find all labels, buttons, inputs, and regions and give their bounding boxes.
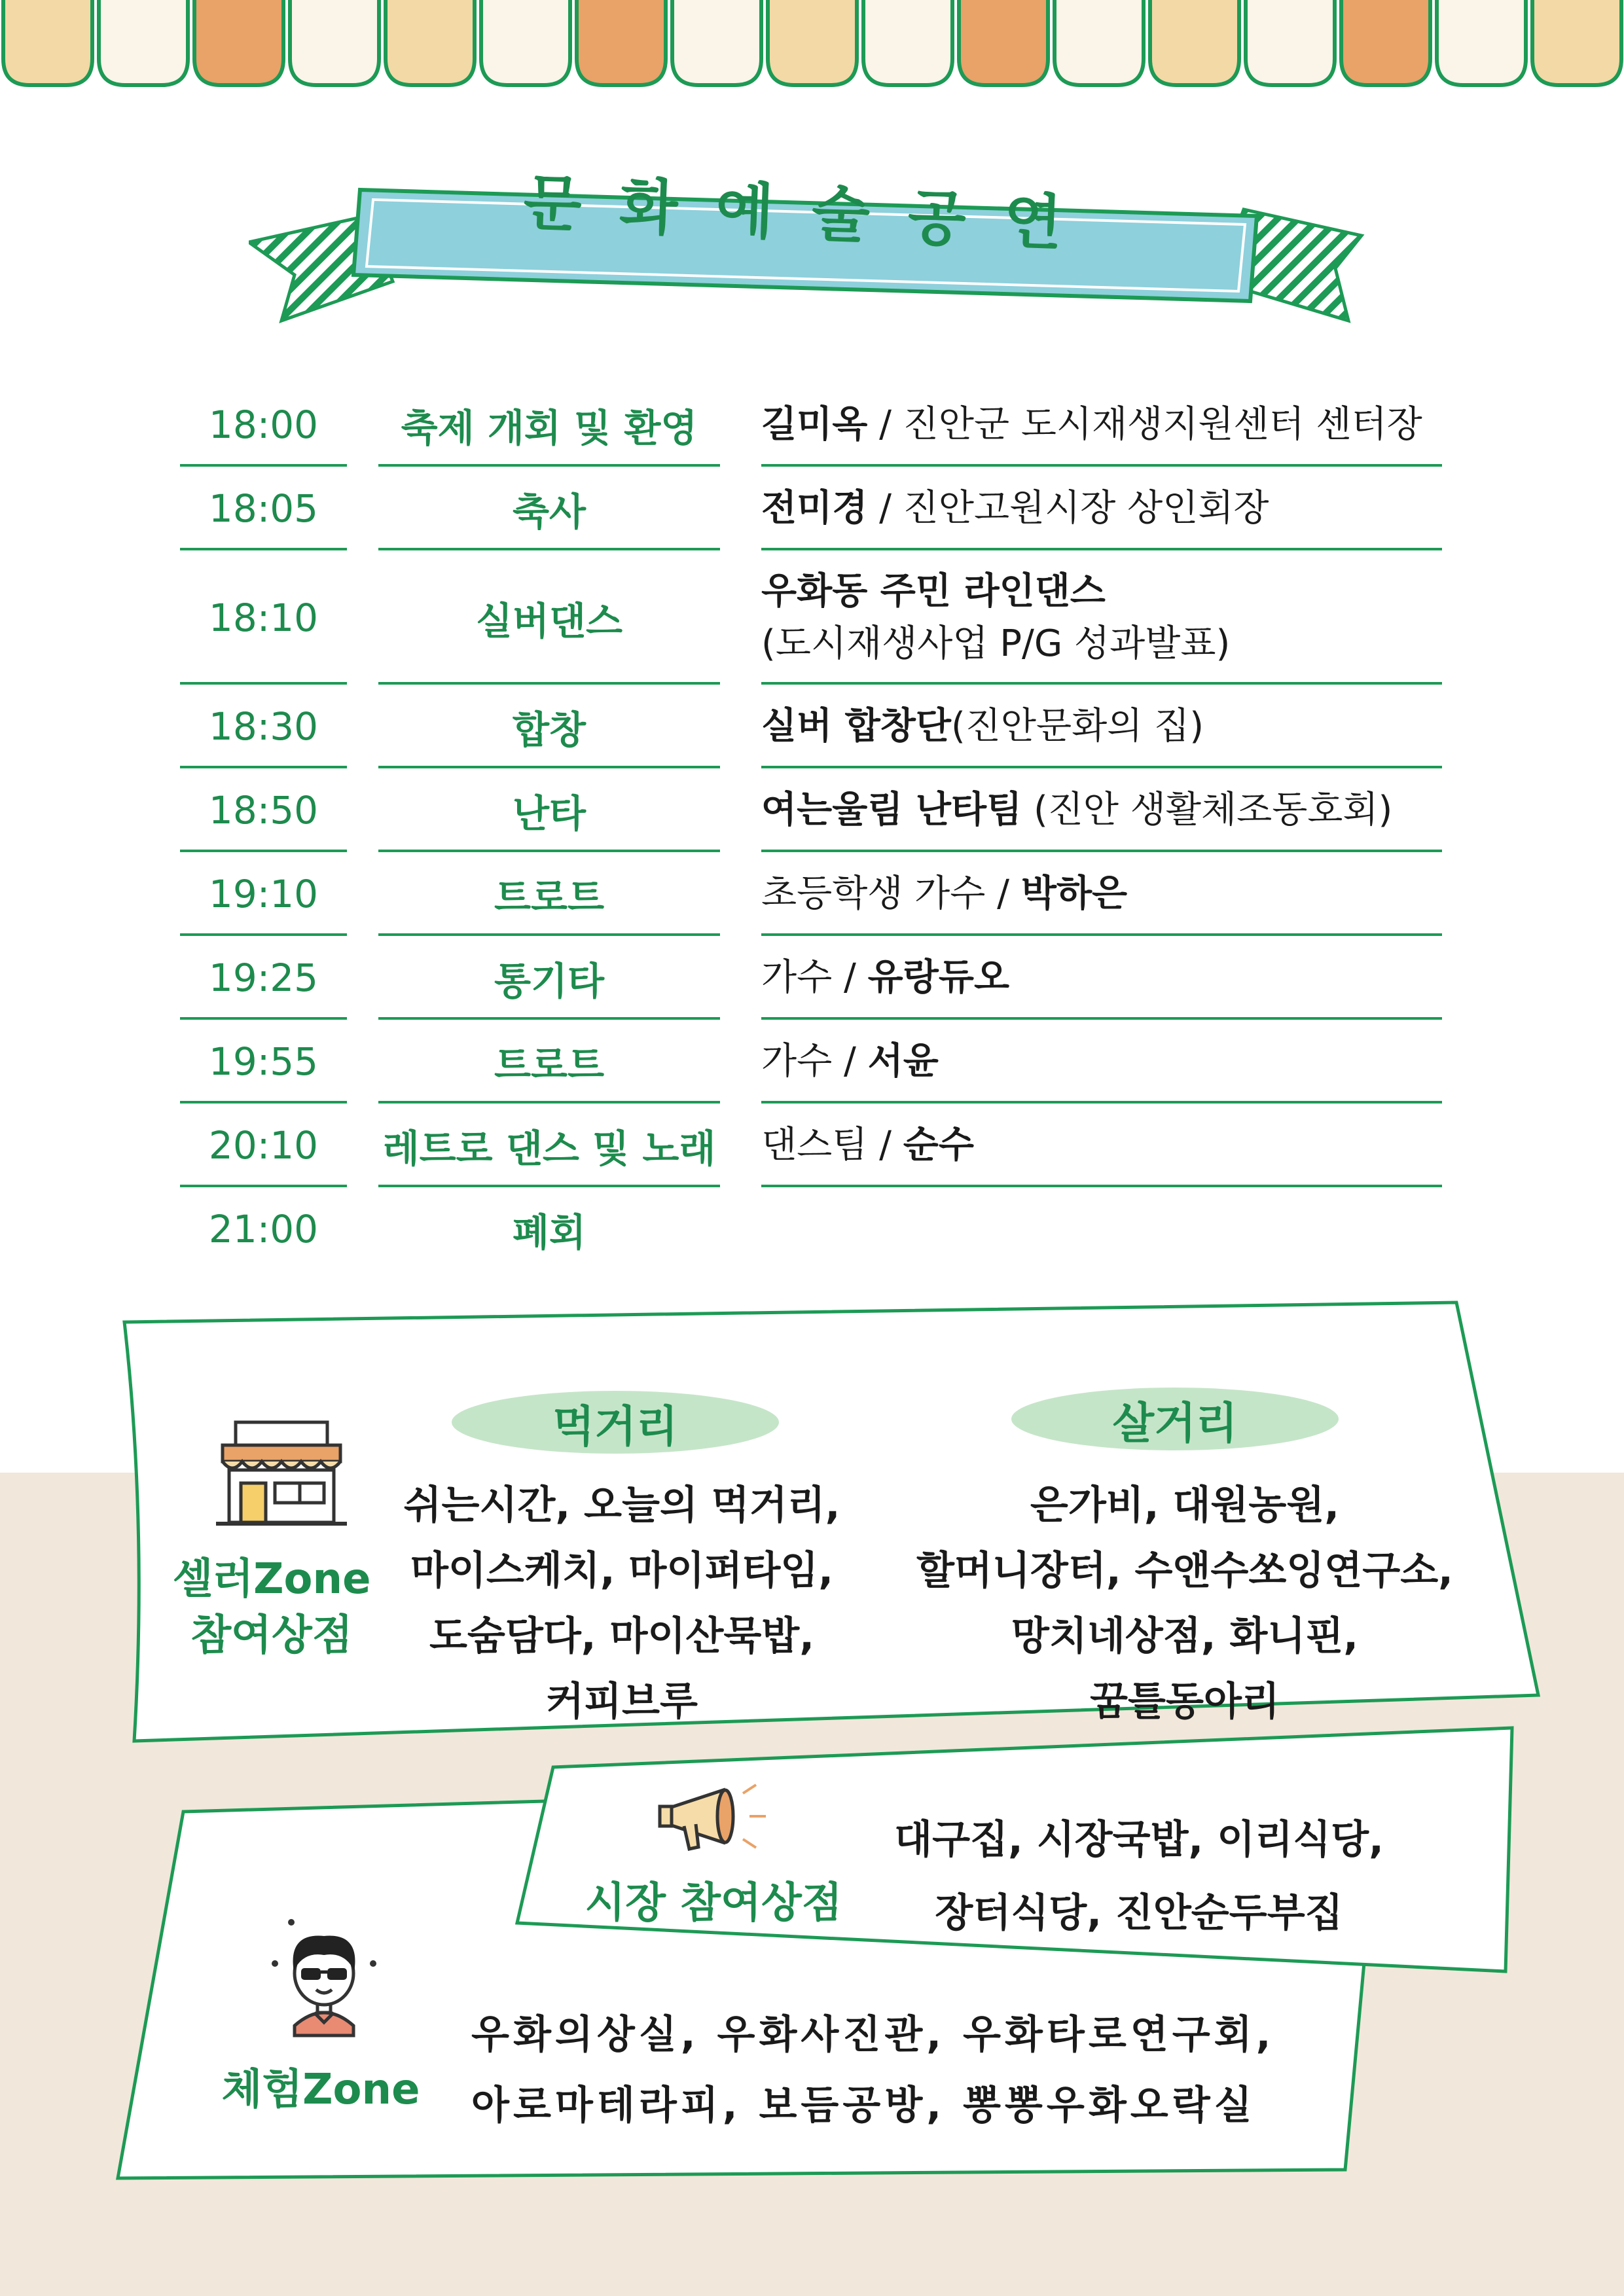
goods-line: 망치네상점, 화니핀, (1011, 1613, 1359, 1659)
performer-name: 박하은 (1020, 872, 1128, 915)
schedule-time: 18:05 (208, 486, 319, 531)
schedule-time: 19:55 (208, 1039, 319, 1084)
person-sunglasses-icon (265, 1914, 383, 2039)
schedule-program: 트로트 (494, 1043, 605, 1087)
goods-line: 은가비, 대원농원, (1030, 1482, 1340, 1528)
food-label-pill (452, 1391, 779, 1454)
performer-detail: 초등학생 가수 / (761, 872, 1021, 915)
schedule-program: 트로트 (494, 875, 605, 920)
food-line: 커피브루 (546, 1679, 698, 1725)
schedule-time: 18:50 (208, 788, 319, 833)
schedule-time: 21:00 (208, 1207, 319, 1251)
experience-zone-title: 체험Zone (221, 2066, 420, 2114)
experience-line: 아로마테라피, 보듬공방, 뽕뽕우화오락실 (471, 2083, 1256, 2128)
market-zone-title: 시장 참여상점 (585, 1879, 842, 1928)
performer-detail: 가수 / (761, 956, 868, 999)
market-line: 장터식당, 진안순두부집 (935, 1890, 1343, 1936)
food-line: 도숨담다, 마이산묵밥, (429, 1613, 815, 1659)
food-label: 먹거리 (552, 1401, 678, 1452)
experience-line: 우화의상실, 우화사진관, 우화타로연구회, (471, 2012, 1275, 2058)
storefront-icon (216, 1419, 347, 1527)
schedule-time: 19:10 (208, 872, 319, 916)
goods-line: 꿈틀동아리 (1090, 1679, 1280, 1725)
food-line: 마이스케치, 마이퍼타임, (410, 1548, 834, 1594)
goods-line: 할머니장터, 수앤수쏘잉연구소, (916, 1548, 1453, 1594)
performer-name: 실버 합창단 (761, 705, 951, 747)
goods-label: 살거리 (1112, 1397, 1238, 1448)
performer-detail: (진안 생활체조동호회) (1022, 789, 1393, 831)
performer-detail: 가수 / (761, 1040, 868, 1083)
experience-shop-list (471, 2000, 1309, 2141)
market-line: 대구집, 시장국밥, 이리식당, (894, 1817, 1384, 1863)
schedule-program: 합창 (512, 708, 586, 752)
banner-title: 문화예술공연 (522, 168, 1102, 260)
schedule-program: 통기타 (494, 959, 605, 1003)
schedule-program: 폐회 (512, 1210, 586, 1255)
seller-zone-title-line1: 셀러Zone (172, 1555, 371, 1604)
goods-shop-list (910, 1473, 1460, 1734)
schedule-program: 축사 (512, 490, 586, 534)
performer-detail: / 진안군 도시재생지원센터 센터장 (867, 403, 1422, 446)
performer-name: 순수 (903, 1124, 974, 1166)
performer-name: 길미옥 (761, 403, 868, 446)
performer-detail: / 진안고원시장 상인회장 (867, 487, 1269, 529)
performer-detail: 댄스팀 / (761, 1124, 903, 1166)
performer-name: 전미경 (761, 487, 868, 529)
schedule-program: 축제 개회 및 환영 (401, 406, 698, 450)
performer-name: 우화동 주민 라인댄스 (761, 569, 1106, 613)
seller-zone-title-line2: 참여상점 (190, 1611, 353, 1660)
schedule-time: 20:10 (208, 1123, 319, 1168)
performer-name: 유랑듀오 (867, 956, 1010, 999)
goods-label-pill (1011, 1388, 1339, 1450)
schedule-program: 난타 (512, 791, 586, 836)
schedule-program: 레트로 댄스 및 노래 (382, 1126, 716, 1171)
performer-name: 서윤 (867, 1040, 939, 1083)
schedule-time: 18:30 (208, 704, 319, 749)
market-shop-list (864, 1803, 1414, 1950)
schedule-time: 18:00 (208, 403, 319, 447)
seller-zone-title (154, 1551, 389, 1664)
schedule-time: 18:10 (208, 595, 319, 640)
performer-name: 여는울림 난타팀 (761, 789, 1022, 831)
schedule-program: 실버댄스 (475, 598, 623, 643)
food-shop-list (393, 1473, 851, 1734)
performer-line: (도시재생사업 P/G 성과발표) (761, 622, 1231, 665)
megaphone-icon (658, 1784, 769, 1856)
food-line: 쉬는시간, 오늘의 먹거리, (403, 1482, 840, 1528)
schedule-time: 19:25 (208, 956, 319, 1000)
performer-detail: (진안문화의 집) (950, 705, 1204, 747)
